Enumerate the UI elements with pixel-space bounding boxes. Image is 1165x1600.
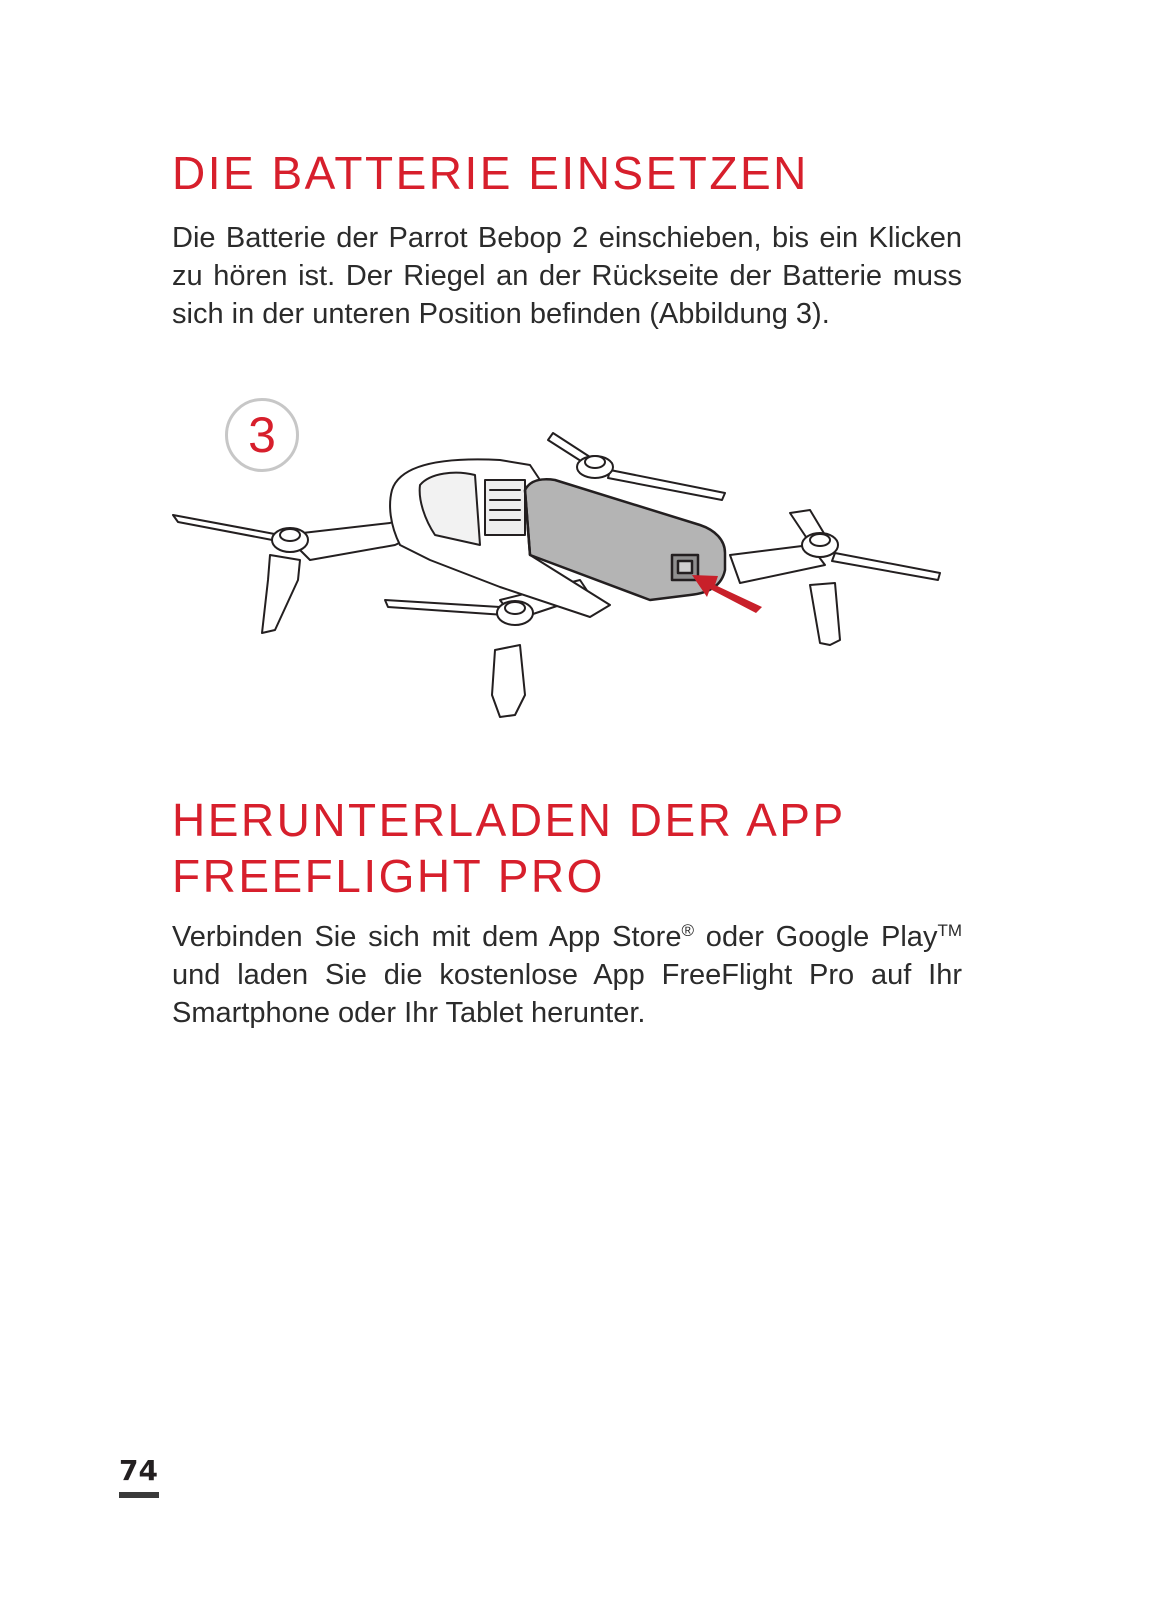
- trademark-mark: TM: [937, 921, 962, 940]
- section-title-app-download: [172, 792, 972, 904]
- registered-mark: ®: [681, 921, 694, 940]
- body-text-part-c: und laden Sie die kostenlose App FreeFlight Pro auf Ihr Smartphone oder Ihr Tablet herunter.: [172, 959, 962, 1029]
- body-text-part-a: Verbinden Sie sich mit dem App Store: [172, 921, 682, 953]
- section-body-battery: Die Batterie der Parrot Bebop 2 einschieben, bis ein Klicken zu hören ist. Der Riegel an der Rückseite der Batterie muss sich in der unteren Position befinden (Abbildung 3).: [172, 222, 962, 330]
- page-number-rule: [119, 1492, 159, 1498]
- drone-battery-illustration: [170, 395, 970, 740]
- section-body-app-download: [172, 918, 962, 1032]
- figure-number-badge: 3: [225, 398, 299, 472]
- section-title-line-1: HERUNTERLADEN DER APP: [172, 794, 846, 846]
- body-text-part-b: oder Google Play: [693, 921, 938, 953]
- page-number: 74: [119, 1454, 158, 1487]
- section-title-battery: DIE BATTERIE EINSETZEN: [172, 147, 809, 199]
- section-title-line-2: FREEFLIGHT PRO: [172, 850, 605, 902]
